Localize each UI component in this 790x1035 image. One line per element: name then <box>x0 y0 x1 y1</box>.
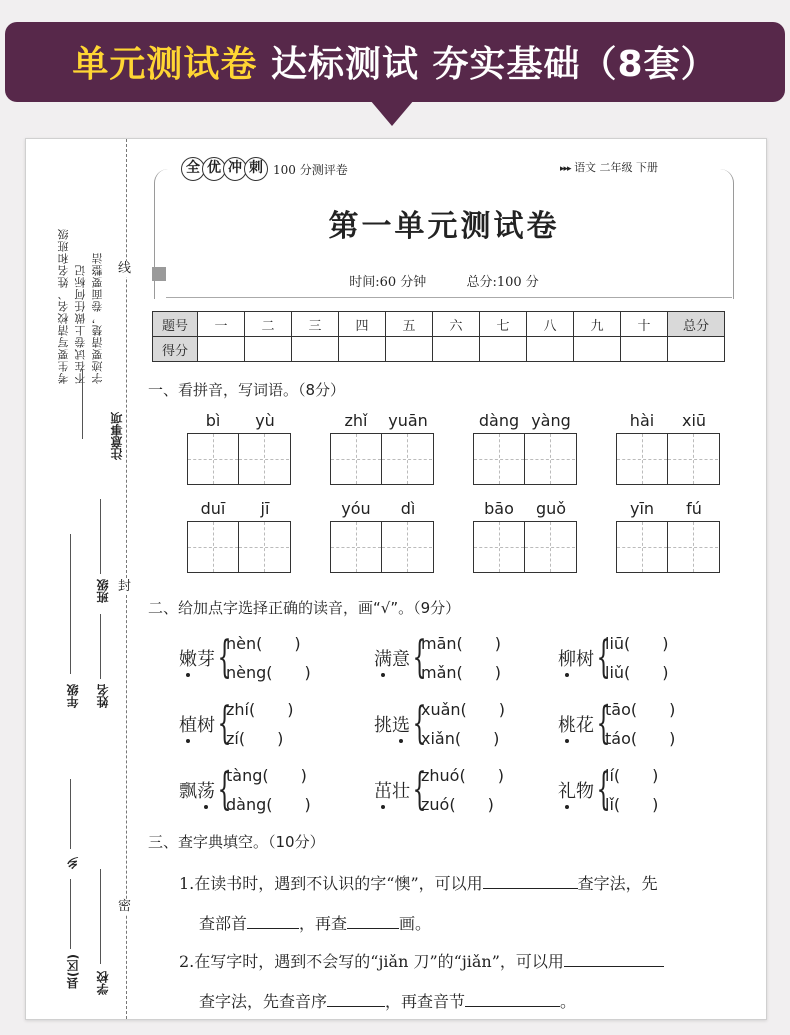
question-text: 1.在读书时，遇到不认识的字“懊”，可以用 <box>179 874 483 893</box>
table-cell: 五 <box>386 312 433 337</box>
exam-total: 总分:100 分 <box>466 275 539 290</box>
reading-option[interactable]: lǐ( ) <box>605 795 659 814</box>
exam-time: 时间:60 分钟 <box>349 275 427 290</box>
brace: { <box>596 764 611 815</box>
pronunciation-choice <box>179 761 311 819</box>
reading-option[interactable]: nèn( ) <box>226 634 301 653</box>
writing-grid[interactable] <box>187 433 291 485</box>
exam-paper <box>25 138 767 1020</box>
score-cell[interactable] <box>480 337 527 362</box>
notes-divider <box>82 369 83 439</box>
pinyin-syllable: yóu <box>341 499 371 518</box>
reading-option[interactable]: liǔ( ) <box>605 663 669 682</box>
pinyin-group <box>473 499 577 573</box>
school-field <box>100 869 101 964</box>
brace: { <box>412 698 427 749</box>
brand-subtitle: 100 分测评卷 <box>273 162 348 177</box>
table-cell: 八 <box>527 312 574 337</box>
table-cell: 七 <box>480 312 527 337</box>
township-label: 乡 <box>66 857 80 869</box>
writing-grid[interactable] <box>187 521 291 573</box>
pronunciation-choice <box>558 761 658 819</box>
reading-option[interactable]: dàng( ) <box>226 795 311 814</box>
question-text: 。 <box>560 992 577 1011</box>
writing-grid[interactable] <box>473 521 577 573</box>
writing-grid[interactable] <box>616 521 720 573</box>
table-cell: 题号 <box>153 312 198 337</box>
target-word: 礼物 <box>558 777 594 803</box>
target-word: 挑选 <box>374 711 410 737</box>
name-field <box>100 614 101 679</box>
pinyin-syllable: fú <box>686 499 702 518</box>
banner-title-rest: 达标测试 夯实基础（8套） <box>270 44 718 85</box>
note-line-2: 不在试卷上做任何标记 <box>74 264 87 384</box>
reading-option[interactable]: táo( ) <box>605 729 676 748</box>
pinyin-syllable: yuān <box>388 411 428 430</box>
score-cell[interactable] <box>339 337 386 362</box>
answer-blank[interactable] <box>347 927 399 929</box>
answer-blank[interactable] <box>465 1005 560 1007</box>
pronunciation-choice <box>179 629 311 687</box>
pinyin-syllable: hài <box>629 411 655 430</box>
brace: { <box>217 632 232 683</box>
reading-option[interactable]: zuó( ) <box>421 795 494 814</box>
county-label: 县(区) <box>66 954 80 989</box>
score-cell[interactable] <box>621 337 668 362</box>
reading-option[interactable]: mǎn( ) <box>421 663 502 682</box>
writing-grid[interactable] <box>473 433 577 485</box>
grade-label: 年级 <box>66 684 80 708</box>
score-cell[interactable] <box>292 337 339 362</box>
pinyin-group <box>616 411 720 485</box>
question-1-line1 <box>179 871 658 894</box>
question-text: 查字法，先查音序 <box>199 992 328 1011</box>
reading-option[interactable]: xuǎn( ) <box>421 700 506 719</box>
target-word: 满意 <box>374 645 410 671</box>
reading-option[interactable]: zí( ) <box>226 729 284 748</box>
score-cell[interactable] <box>527 337 574 362</box>
pinyin-syllable: guǒ <box>535 499 567 518</box>
target-word: 嫩芽 <box>179 645 215 671</box>
reading-option[interactable]: zhí( ) <box>226 700 294 719</box>
brand-char: 冲 <box>223 157 247 181</box>
reading-option[interactable]: nèng( ) <box>226 663 311 682</box>
score-cell[interactable] <box>433 337 480 362</box>
pinyin-group <box>187 499 291 573</box>
reading-option[interactable]: tāo( ) <box>605 700 676 719</box>
brand-logo <box>181 157 354 181</box>
score-cell[interactable] <box>668 337 725 362</box>
answer-blank[interactable] <box>564 965 664 967</box>
class-field <box>100 499 101 574</box>
pinyin-group <box>330 411 434 485</box>
score-cell[interactable] <box>245 337 292 362</box>
table-cell: 一 <box>198 312 245 337</box>
writing-grid[interactable] <box>616 433 720 485</box>
score-table-header-row <box>153 312 725 337</box>
question-text: 查字法，先 <box>577 874 658 893</box>
pinyin-syllable: xiū <box>681 411 707 430</box>
brand-char: 优 <box>202 157 226 181</box>
brace: { <box>596 698 611 749</box>
notes-block <box>56 184 126 524</box>
brand-char: 刺 <box>244 157 268 181</box>
pinyin-group <box>473 411 577 485</box>
county-field <box>70 879 71 949</box>
pronunciation-choice <box>374 761 504 819</box>
banner-pointer <box>370 100 414 126</box>
target-word: 植树 <box>179 711 215 737</box>
pinyin-syllable: dàng <box>478 411 520 430</box>
pronunciation-choice <box>179 695 293 753</box>
pinyin-syllable: bì <box>205 411 221 430</box>
banner-title <box>5 36 785 87</box>
note-line-3: 字迹要清楚，卷面要整洁 <box>91 252 104 384</box>
brand-char: 全 <box>181 157 205 181</box>
fold-label-line: 线 <box>118 261 132 276</box>
name-label: 姓名 <box>96 684 110 708</box>
target-word: 桃花 <box>558 711 594 737</box>
question-1-line2 <box>199 911 431 934</box>
answer-blank[interactable] <box>483 887 578 889</box>
reading-option[interactable]: tàng( ) <box>226 766 307 785</box>
table-cell: 二 <box>245 312 292 337</box>
class-label: 班级 <box>96 579 110 603</box>
section2-title: 二、给加点字选择正确的读音，画“√”。（9分） <box>148 599 461 617</box>
pinyin-syllable: dì <box>400 499 416 518</box>
table-cell: 四 <box>339 312 386 337</box>
question-text: ，再查音节 <box>385 992 466 1011</box>
fold-label-seal: 封 <box>118 579 132 594</box>
question-text: 2.在写字时，遇到不会写的“jiǎn 刀”的“jiǎn”，可以用 <box>179 952 564 971</box>
question-2-line2 <box>199 989 576 1012</box>
pinyin-group <box>330 499 434 573</box>
writing-grid[interactable] <box>330 433 434 485</box>
pronunciation-choice <box>374 629 501 687</box>
pinyin-syllable: yīn <box>629 499 655 518</box>
promo-banner <box>5 22 785 102</box>
table-cell: 六 <box>433 312 480 337</box>
note-line-1: 考生要写清校名、姓名和班级 <box>57 228 70 384</box>
pronunciation-choice <box>374 695 505 753</box>
pinyin-syllable: yàng <box>531 411 571 430</box>
pronunciation-choice <box>558 695 675 753</box>
pinyin-syllable: bāo <box>484 499 514 518</box>
brace: { <box>217 698 232 749</box>
pinyin-syllable: zhǐ <box>344 411 368 430</box>
reading-option[interactable]: mān( ) <box>421 634 502 653</box>
section1-title: 一、看拼音，写词语。（8分） <box>148 381 346 399</box>
banner-title-highlight: 单元测试卷 <box>72 44 258 85</box>
pinyin-group <box>616 499 720 573</box>
table-cell: 得分 <box>153 337 198 362</box>
target-word: 飘荡 <box>179 777 215 803</box>
brace: { <box>412 764 427 815</box>
table-cell: 总分 <box>668 312 725 337</box>
notes-heading: 注意事项 <box>110 412 124 460</box>
grade-field <box>70 534 71 674</box>
question-text: 查部首 <box>199 914 248 933</box>
reading-option[interactable]: zhuó( ) <box>421 766 504 785</box>
pinyin-syllable: jī <box>260 499 270 518</box>
answer-blank[interactable] <box>247 927 299 929</box>
fold-label-secret: 密 <box>118 899 132 914</box>
answer-blank[interactable] <box>327 1005 385 1007</box>
score-cell[interactable] <box>574 337 621 362</box>
question-text: 画。 <box>399 914 432 933</box>
question-2-line1 <box>179 949 664 972</box>
subject-info <box>556 159 662 175</box>
pinyin-syllable: duī <box>200 499 226 518</box>
question-text: ，再查 <box>299 914 348 933</box>
table-cell: 三 <box>292 312 339 337</box>
table-cell: 十 <box>621 312 668 337</box>
reading-option[interactable]: liū( ) <box>605 634 669 653</box>
section3-title: 三、查字典填空。（10分） <box>148 833 325 851</box>
reading-option[interactable]: lí( ) <box>605 766 659 785</box>
township-field <box>70 779 71 849</box>
subject-text: 语文 二年级 下册 <box>574 161 659 174</box>
reading-option[interactable]: xiǎn( ) <box>421 729 500 748</box>
writing-grid[interactable] <box>330 521 434 573</box>
brace: { <box>412 632 427 683</box>
brace: { <box>596 632 611 683</box>
score-cell[interactable] <box>386 337 433 362</box>
exam-meta <box>154 271 734 290</box>
table-cell: 九 <box>574 312 621 337</box>
score-table <box>152 311 725 362</box>
pinyin-syllable: yù <box>255 411 275 430</box>
score-table-score-row <box>153 337 725 362</box>
pinyin-group <box>187 411 291 485</box>
target-word: 茁壮 <box>374 777 410 803</box>
arrow-icon: ▸▸▸ <box>560 164 571 174</box>
brace: { <box>217 764 232 815</box>
header-rule <box>166 297 732 298</box>
page-title: 第一单元测试卷 <box>328 209 560 244</box>
score-cell[interactable] <box>198 337 245 362</box>
target-word: 柳树 <box>558 645 594 671</box>
pronunciation-choice <box>558 629 669 687</box>
school-label: 学校 <box>96 971 110 995</box>
